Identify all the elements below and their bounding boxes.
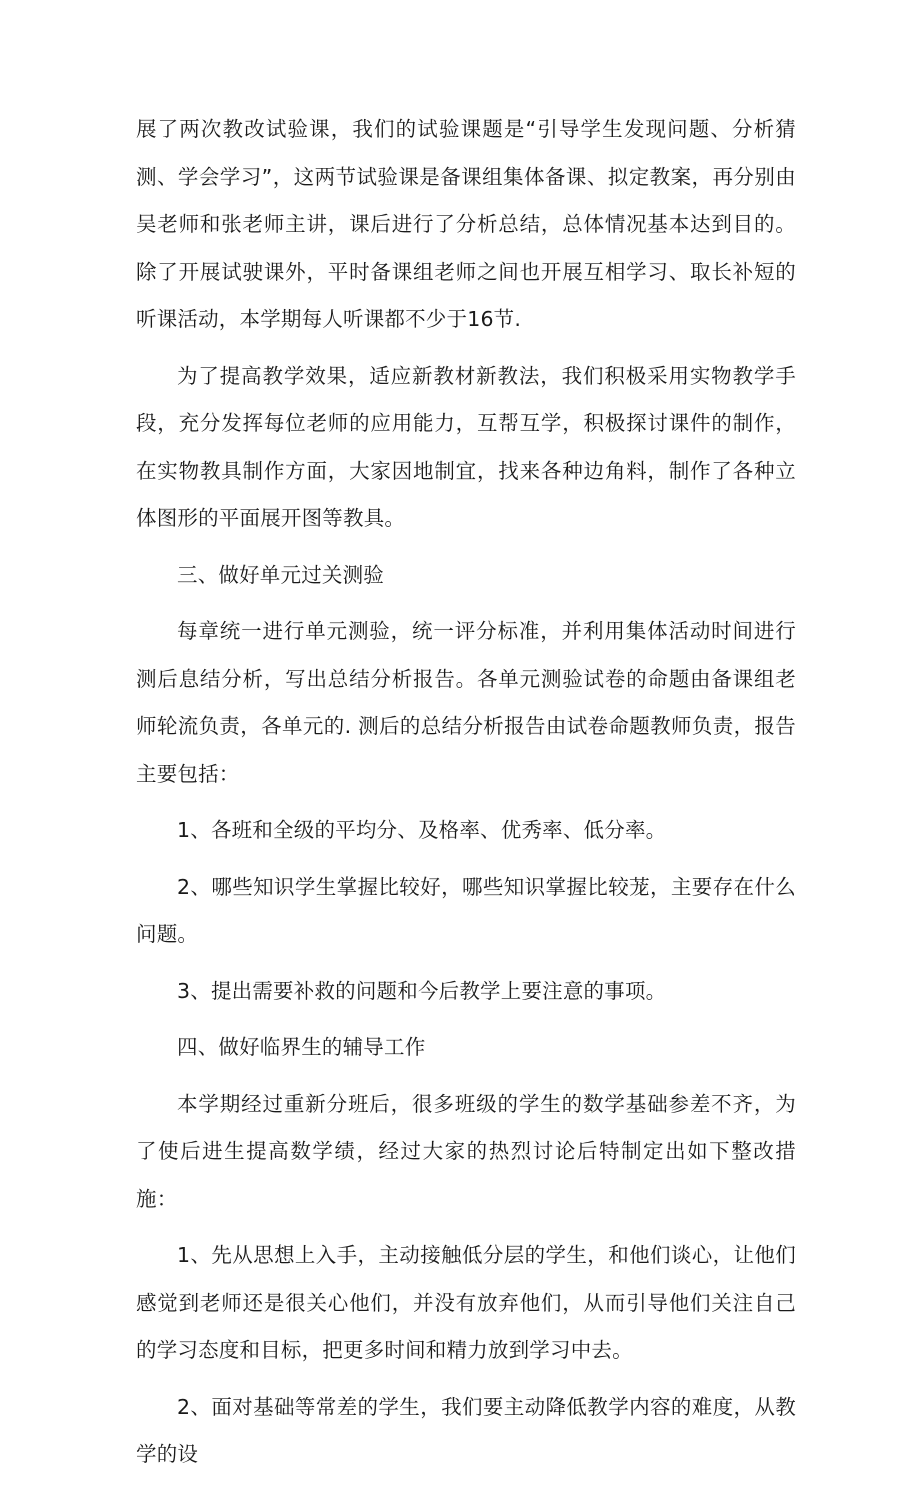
section-heading-unit-tests: 三、做好单元过关测验 [177, 562, 384, 587]
measure-item-1: 1、先从思想上入手，主动接触低分层的学生，和他们谈心，让他们感觉到老师还是很关心他们，并没有放弃他们，从而引导他们关注自己的学习态度和目标，把更多时间和精力放到学习中去。 [136, 1243, 796, 1362]
list-item-1: 1、各班和全级的平均分、及格率、优秀率、低分率。 [177, 818, 667, 842]
paragraph-teaching-aids: 为了提高教学效果，适应新教材新教法，我们积极采用实物教学手段，充分发挥每位老师的应用能力，互帮互学，积极探讨课件的制作，在实物教具制作方面，大家因地制宜，找来各种边角料，制作了各种立体图形的平面展开图等教具。 [136, 363, 796, 530]
paragraph-tutoring: 本学期经过重新分班后，很多班级的学生的数学基础参差不齐，为了使后进生提高数学绩，经过大家的热烈讨论后特制定出如下整改措施： [136, 1091, 796, 1211]
document-body [136, 106, 796, 1488]
list-item-3: 3、提出需要补救的问题和今后教学上要注意的事项。 [177, 978, 667, 1003]
measure-item-2: 2、面对基础等常差的学生，我们要主动降低教学内容的难度，从教学的设 [136, 1394, 796, 1466]
paragraph-continued: 展了两次教改试验课，我们的试验课题是“引导学生发现问题、分析猜测、学会学习”，这两节试验课是备课组集体备课、拟定教案，再分别由吴老师和张老师主讲，课后进行了分析总结，总体情况基本达到目的。除了开展试驶课外，平时备课组老师之间也开展互相学习、取长补短的听课活动，本学期每人听课都不少于16节. [136, 117, 796, 331]
section-heading-tutoring: 四、做好临界生的辅导工作 [177, 1035, 426, 1059]
list-item-2: 2、哪些知识学生掌握比较好，哪些知识掌握比较茏，主要存在什么问题。 [136, 874, 796, 946]
paragraph-unit-tests: 每章统一进行单元测验，统一评分标准，并利用集体活动时间进行测后息结分析，写出总结分析报告。各单元测验试卷的命题由备课组老师轮流负责，各单元的. 测后的总结分析报告由试卷命题教师负责，报告主要包括： [136, 619, 796, 786]
